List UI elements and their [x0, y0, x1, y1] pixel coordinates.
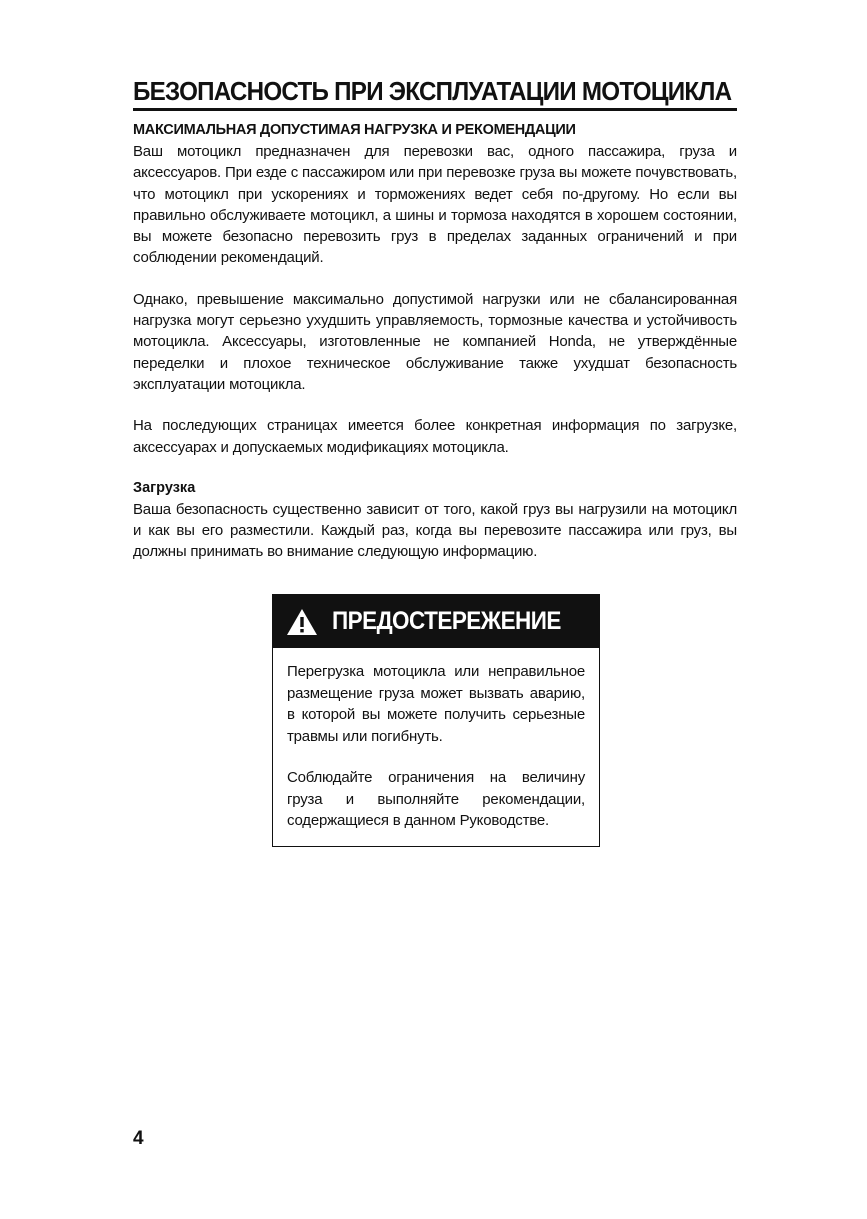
warning-header: [273, 595, 599, 648]
loading-paragraph: Ваша безопасность существенно зависит от того, какой груз вы нагрузили на мотоцикл и как вы его разместили. Каждый раз, когда вы перевозите пассажира или груз, вы должны принимать во внимание следующую информацию.: [133, 500, 737, 561]
warning-paragraph: Перегрузка мотоцикла или неправильное размещение груза может вызвать аварию, в которой вы можете получить серьезные травмы или погибнуть.: [287, 663, 585, 745]
warning-box: [272, 594, 600, 847]
info-paragraph: На последующих страницах имеется более конкретная информация по загрузке, аксессуарах и допускаемых модификациях мотоцикла.: [133, 417, 737, 456]
page-number: 4: [133, 1128, 144, 1149]
page-title: БЕЗОПАСНОСТЬ ПРИ ЭКСПЛУАТАЦИИ МОТОЦИКЛА: [133, 76, 732, 106]
section-subtitle: МАКСИМАЛЬНАЯ ДОПУСТИМАЯ НАГРУЗКА И РЕКОМЕНДАЦИИ: [133, 122, 576, 138]
warning-title: ПРЕДОСТЕРЕЖЕНИЕ: [331, 607, 561, 635]
loading-heading: Загрузка: [133, 479, 196, 496]
warning-triangle-icon: [286, 608, 318, 636]
warning-paragraph: Соблюдайте ограничения на величину груза и выполняйте рекомендации, содержащиеся в данном Руководстве.: [287, 769, 585, 829]
overload-paragraph: Однако, превышение максимально допустимой нагрузки или не сбалансированная нагрузка могут серьезно ухудшить управляемость, тормозные качества и устойчивость мотоцикла. Аксессуары, изготовленные не компанией Honda, не утверждённые переделки и плохое техническое обслуживание также ухудшат безопасность эксплуатации мотоцикла.: [133, 290, 737, 393]
title-underline: [133, 108, 737, 111]
page-content: [133, 76, 737, 829]
warning-body: [273, 648, 599, 846]
intro-paragraph: Ваш мотоцикл предназначен для перевозки вас, одного пассажира, груза и аксессуаров. При езде с пассажиром или при перевозке груза вы можете почувствовать, что мотоцикл при ускорениях и торможениях ведет себя по-другому. Но если вы правильно обслуживаете мотоцикл, а шины и тормоза находятся в хорошем состоянии, вы можете безопасно перевозить груз в пределах заданных ограничений и при соблюдении рекомендаций.: [133, 143, 737, 267]
